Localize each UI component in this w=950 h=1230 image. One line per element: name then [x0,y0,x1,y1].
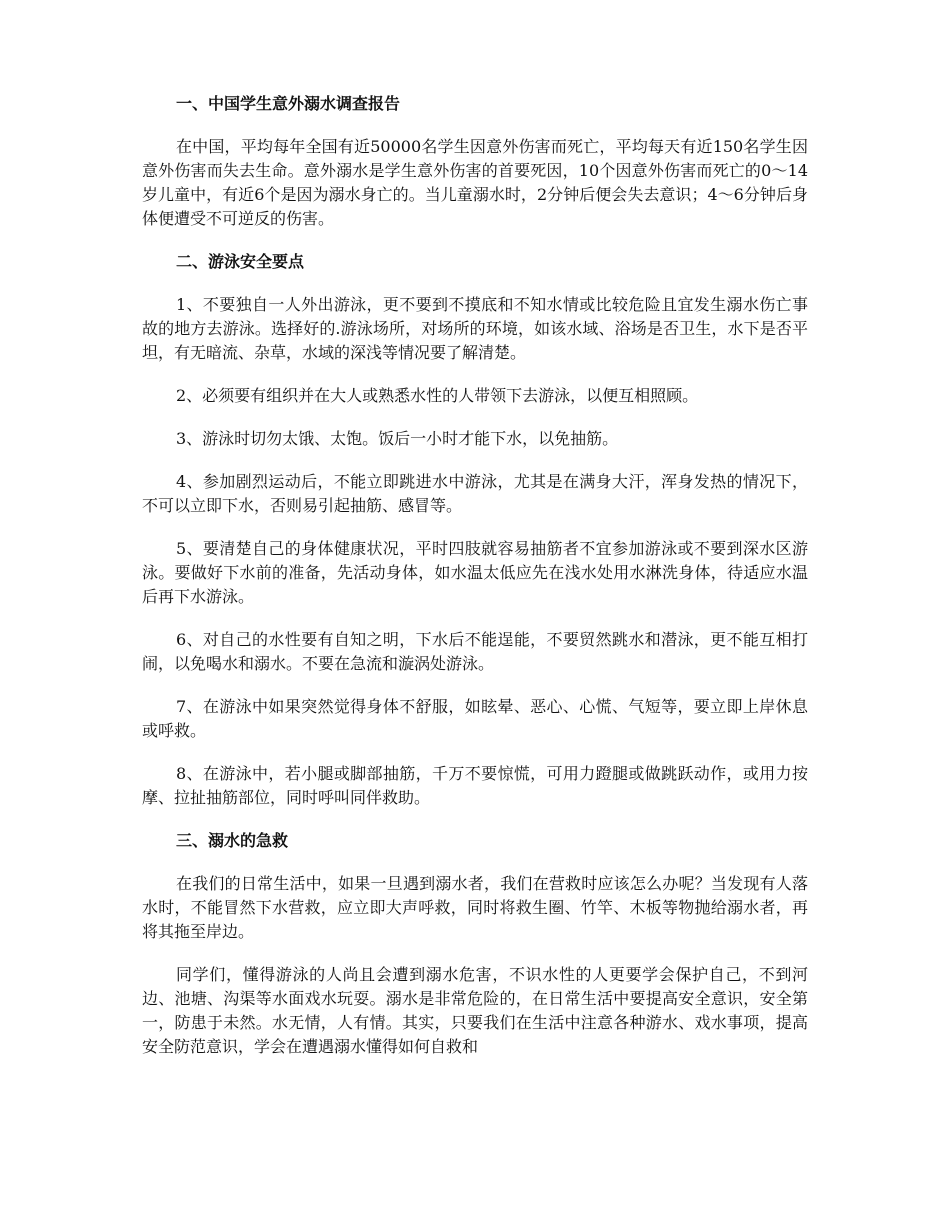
paragraph: 6、对自己的水性要有自知之明，下水后不能逞能，不要贸然跳水和潜泳，更不能互相打闹，以免喝水和溺水。不要在急流和漩涡处游泳。 [142,630,808,673]
paragraph: 同学们，懂得游泳的人尚且会遭到溺水危害，不识水性的人更要学会保护自己，不到河边、池塘、沟渠等水面戏水玩耍。溺水是非常危险的，在日常生活中要提高安全意识，安全第一，防患于未然。水无情，人有情。其实，只要我们在生活中注意各种游水、戏水事项，提高安全防范意识，学会在遭遇溺水懂得如何自救和 [142,965,808,1056]
section-drowning-first-aid [142,829,808,1059]
section-drowning-report [142,92,808,231]
paragraph: 4、参加剧烈运动后，不能立即跳进水中游泳，尤其是在满身大汗，浑身发热的情况下，不可以立即下水，否则易引起抽筋、感冒等。 [142,472,808,515]
paragraph: 在我们的日常生活中，如果一旦遇到溺水者，我们在营救时应该怎么办呢？当发现有人落水时，不能冒然下水营救，应立即大声呼救，同时将救生圈、竹竿、木板等物抛给溺水者，再将其拖至岸边。 [142,874,808,941]
paragraph: 7、在游泳中如果突然觉得身体不舒服，如眩晕、恶心、心慌、气短等，要立即上岸休息或呼救。 [142,697,808,740]
paragraph: 2、必须要有组织并在大人或熟悉水性的人带领下去游泳，以便互相照顾。 [176,386,699,405]
section-heading: 二、游泳安全要点 [176,252,305,271]
paragraph: 在中国，平均每年全国有近50000名学生因意外伤害而死亡，平均每天有近150名学生因意外伤害而失去生命。意外溺水是学生意外伤害的首要死因，10个因意外伤害而死亡的0～14岁儿童中，有近6个是因为溺水身亡的。当儿童溺水时，2分钟后便会失去意识；4～6分钟后身体便遭受不可逆反的伤害。 [142,137,808,228]
section-heading: 三、溺水的急救 [176,831,289,850]
paragraph: 5、要清楚自己的身体健康状况，平时四肢就容易抽筋者不宜参加游泳或不要到深水区游泳。要做好下水前的准备，先活动身体，如水温太低应先在浅水处用水淋洗身体，待适应水温后再下水游泳。 [142,539,808,606]
paragraph: 3、游泳时切勿太饿、太饱。饭后一小时才能下水，以免抽筋。 [176,429,619,448]
document-page [142,92,808,1078]
paragraph: 8、在游泳中，若小腿或脚部抽筋，千万不要惊慌，可用力蹬腿或做跳跃动作，或用力按摩、拉扯抽筋部位，同时呼叫同伴救助。 [142,764,808,807]
section-heading: 一、中国学生意外溺水调查报告 [176,94,401,113]
section-swimming-safety [142,250,808,810]
paragraph: 1、不要独自一人外出游泳，更不要到不摸底和不知水情或比较危险且宜发生溺水伤亡事故的地方去游泳。选择好的.游泳场所，对场所的环境，如该水域、浴场是否卫生，水下是否平坦，有无暗流、杂草，水域的深浅等情况要了解清楚。 [142,295,808,362]
